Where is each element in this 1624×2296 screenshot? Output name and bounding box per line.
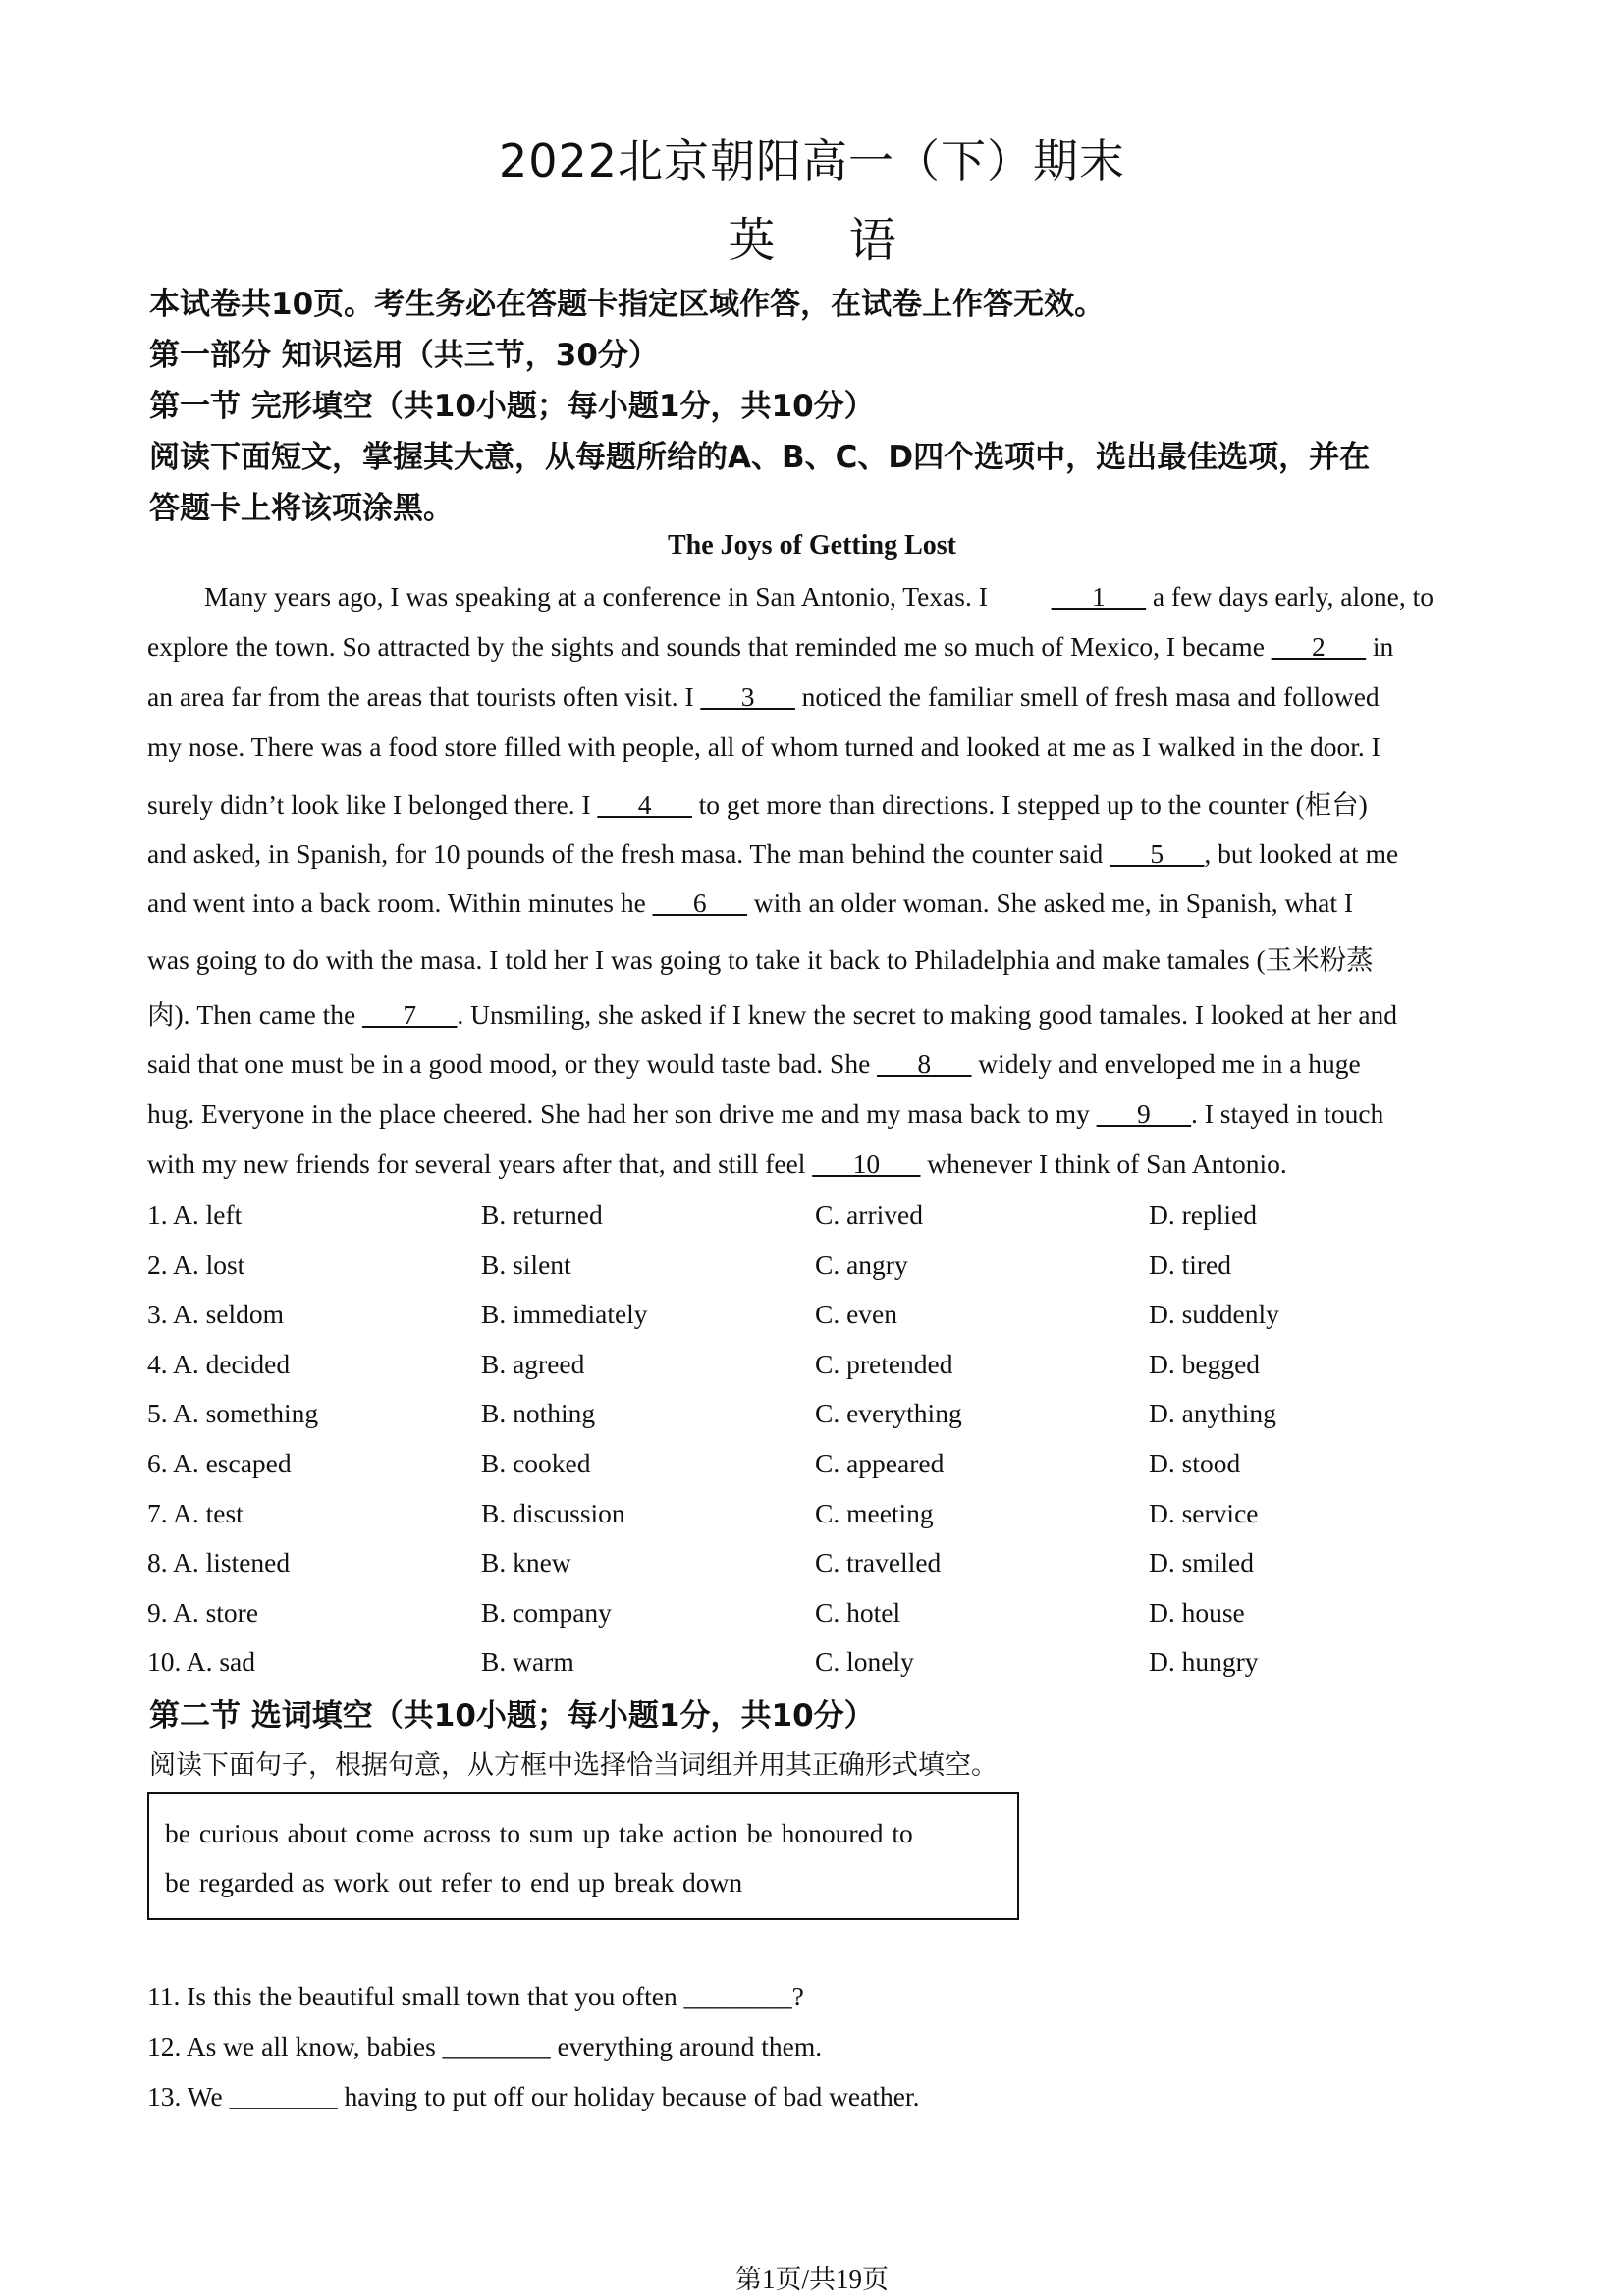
passage-line: [147, 1098, 1483, 1130]
word-box-line: be curious about come across to sum up take action be honoured to: [165, 1818, 913, 1848]
passage-line: [147, 581, 1483, 613]
passage-text: whenever I think of San Antonio.: [920, 1148, 1287, 1179]
passage-text: to get more than directions. I stepped up to the counter (柜台): [691, 789, 1368, 820]
option-q4-a: 4. A. decided: [147, 1349, 291, 1379]
passage-line: [147, 681, 1483, 713]
passage-text: a few days early, alone, to: [1146, 581, 1434, 612]
cloze-blank: ___9___: [1096, 1098, 1192, 1129]
cloze-blank: ___2___: [1271, 631, 1367, 662]
option-q3-b: B. immediately: [481, 1299, 648, 1329]
option-q7-d: D. service: [1149, 1498, 1259, 1528]
word-box-line: be regarded as work out refer to end up break down: [165, 1867, 743, 1897]
option-q1-b: B. returned: [481, 1200, 603, 1230]
cloze-blank: ___3___: [700, 681, 795, 712]
option-q5-a: 5. A. something: [147, 1398, 319, 1428]
exam-title: 2022北京朝阳高一（下）期末: [498, 134, 1126, 187]
option-q6-d: D. stood: [1149, 1448, 1241, 1478]
section1-title: 第一节 完形填空（共10小题；每小题1分，共10分）: [149, 389, 875, 424]
passage-text: in: [1366, 631, 1394, 662]
option-q6-a: 6. A. escaped: [147, 1448, 292, 1478]
passage-text: an area far from the areas that tourists often visit. I: [147, 681, 694, 712]
cloze-blank: ___8___: [877, 1048, 972, 1079]
passage-line: [147, 887, 1483, 919]
question-12: 12. As we all know, babies ________ everything around them.: [147, 2031, 823, 2061]
passage-text: . I stayed in touch: [1191, 1098, 1384, 1129]
option-q6-c: C. appeared: [815, 1448, 945, 1478]
passage-text: with an older woman. She asked me, in Spanish, what I: [746, 887, 1354, 918]
option-q7-c: C. meeting: [815, 1498, 934, 1528]
cloze-blank: ___4___: [597, 789, 692, 820]
passage-text: , but looked at me: [1204, 838, 1399, 869]
option-q10-a: 10. A. sad: [147, 1646, 255, 1677]
passage-text: explore the town. So attracted by the sights and sounds that reminded me so much of Mexico, I became: [147, 631, 1265, 662]
option-q8-b: B. knew: [481, 1547, 571, 1577]
option-q1-c: C. arrived: [815, 1200, 923, 1230]
option-q9-a: 9. A. store: [147, 1597, 259, 1628]
option-q1-a: 1. A. left: [147, 1200, 243, 1230]
option-q3-c: C. even: [815, 1299, 898, 1329]
option-q7-a: 7. A. test: [147, 1498, 244, 1528]
passage-text: 肉). Then came the: [147, 999, 356, 1030]
passage-text: said that one must be in a good mood, or they would taste bad. She: [147, 1048, 871, 1079]
cloze-blank: ___1___: [1051, 581, 1147, 612]
option-q1-d: D. replied: [1149, 1200, 1257, 1230]
option-q9-d: D. house: [1149, 1597, 1245, 1628]
option-q7-b: B. discussion: [481, 1498, 625, 1528]
section1-instruction-line2: 答题卡上将该项涂黑。: [149, 491, 454, 526]
option-q2-b: B. silent: [481, 1250, 571, 1280]
cloze-blank: ___5___: [1110, 838, 1205, 869]
page-footer: 第1页/共19页: [734, 2265, 889, 2294]
passage-line: [147, 782, 1483, 822]
passage-text: was going to do with the masa. I told her I was going to take it back to Philadelphia and make tamales (玉米粉蒸: [147, 944, 1374, 975]
option-q4-c: C. pretended: [815, 1349, 953, 1379]
option-q2-c: C. angry: [815, 1250, 908, 1280]
cloze-blank: ___10___: [812, 1148, 921, 1179]
option-q9-c: C. hotel: [815, 1597, 901, 1628]
section2-title: 第二节 选词填空（共10小题；每小题1分，共10分）: [149, 1698, 875, 1734]
option-q4-b: B. agreed: [481, 1349, 585, 1379]
passage-text: . Unsmiling, she asked if I knew the secret to making good tamales. I looked at her and: [457, 999, 1398, 1030]
option-q2-a: 2. A. lost: [147, 1250, 245, 1280]
passage-text: noticed the familiar smell of fresh masa and followed: [794, 681, 1380, 712]
passage-line: [147, 731, 1483, 763]
option-q8-d: D. smiled: [1149, 1547, 1254, 1577]
option-q6-b: B. cooked: [481, 1448, 591, 1478]
option-q4-d: D. begged: [1149, 1349, 1261, 1379]
passage-text: Many years ago, I was speaking at a conference in San Antonio, Texas. I: [204, 581, 988, 612]
question-13: 13. We ________ having to put off our holiday because of bad weather.: [147, 2081, 920, 2111]
word-box: [147, 1792, 1019, 1920]
passage-line: [147, 631, 1483, 663]
option-q5-c: C. everything: [815, 1398, 962, 1428]
section1-instruction-line1: 阅读下面短文，掌握其大意，从每题所给的A、B、C、D四个选项中，选出最佳选项，并在: [149, 440, 1371, 475]
option-q10-c: C. lonely: [815, 1646, 914, 1677]
section2-instruction: 阅读下面句子，根据句意，从方框中选择恰当词组并用其正确形式填空。: [149, 1750, 998, 1781]
option-q8-a: 8. A. listened: [147, 1547, 291, 1577]
cloze-blank: ___7___: [362, 999, 458, 1030]
cloze-blank: ___6___: [652, 887, 747, 918]
passage-line: [147, 937, 1483, 977]
passage-text: and went into a back room. Within minutes he: [147, 887, 646, 918]
exam-notice: 本试卷共10页。考生务必在答题卡指定区域作答，在试卷上作答无效。: [149, 287, 1106, 322]
passage-text: surely didn’t look like I belonged there. I: [147, 789, 591, 820]
passage-text: widely and enveloped me in a huge: [971, 1048, 1361, 1079]
passage-text: hug. Everyone in the place cheered. She had her son drive me and my masa back to my: [147, 1098, 1090, 1129]
passage-line: [147, 838, 1483, 870]
part1-title: 第一部分 知识运用（共三节，30分）: [149, 338, 659, 373]
option-q8-c: C. travelled: [815, 1547, 942, 1577]
option-q5-b: B. nothing: [481, 1398, 596, 1428]
passage-line: [147, 1048, 1483, 1080]
option-q10-b: B. warm: [481, 1646, 574, 1677]
option-q3-a: 3. A. seldom: [147, 1299, 285, 1329]
passage-text: and asked, in Spanish, for 10 pounds of the fresh masa. The man behind the counter said: [147, 838, 1104, 869]
question-11: 11. Is this the beautiful small town that you often ________?: [147, 1981, 804, 2011]
passage-text: my nose. There was a food store filled with people, all of whom turned and looked at me as I walked in the door. I: [147, 731, 1380, 762]
option-q2-d: D. tired: [1149, 1250, 1232, 1280]
passage-text: with my new friends for several years after that, and still feel: [147, 1148, 806, 1179]
subject-title: 英 语: [728, 213, 896, 268]
option-q3-d: D. suddenly: [1149, 1299, 1279, 1329]
passage-line: [147, 1148, 1483, 1180]
option-q5-d: D. anything: [1149, 1398, 1276, 1428]
passage-title: The Joys of Getting Lost: [668, 530, 956, 561]
passage-line: [147, 992, 1483, 1032]
option-q10-d: D. hungry: [1149, 1646, 1259, 1677]
option-q9-b: B. company: [481, 1597, 612, 1628]
